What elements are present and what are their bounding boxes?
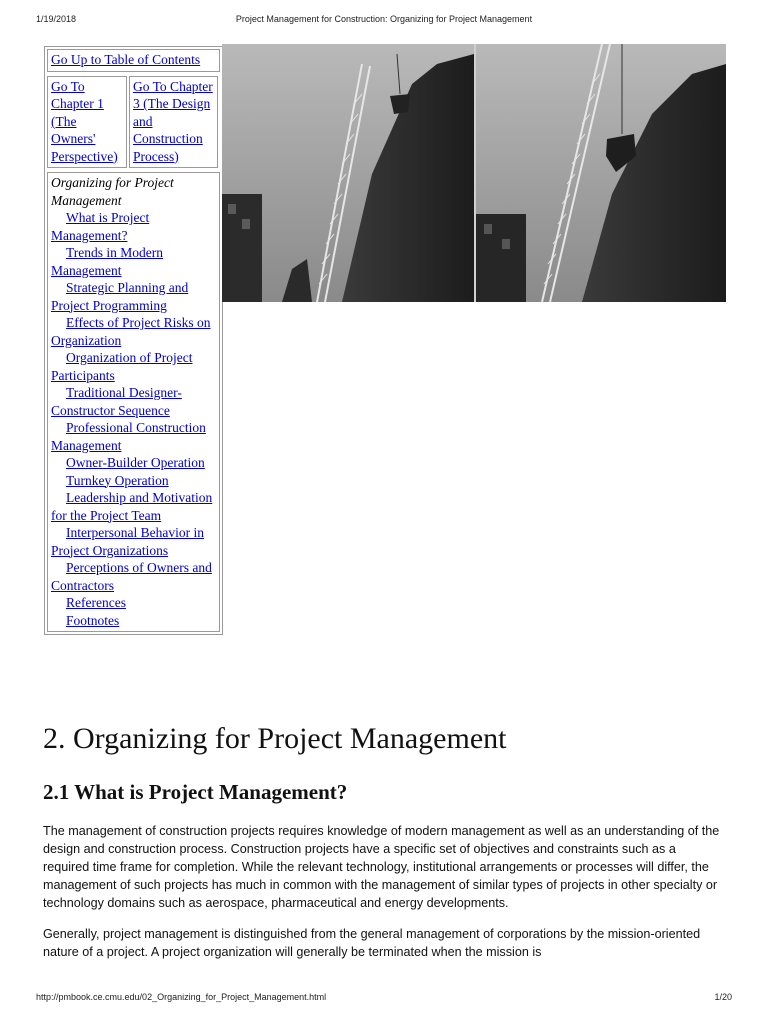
toc-link-perceptions[interactable]: Perceptions of Owners and Contractors xyxy=(51,560,212,593)
toc-item xyxy=(51,384,217,419)
toc-item xyxy=(51,472,217,490)
toc-item xyxy=(51,279,217,314)
print-date: 1/19/2018 xyxy=(36,14,77,24)
toc-item xyxy=(51,314,217,349)
chapter-3-link[interactable]: Go To Chapter 3 (The Design and Construction Process) xyxy=(133,78,213,164)
print-page-number: 1/20 xyxy=(714,992,732,1002)
toc-link-what-is-pm[interactable]: What is Project Management? xyxy=(51,210,150,243)
toc-link-strategic-planning[interactable]: Strategic Planning and Project Programming xyxy=(51,280,189,313)
section-title: Organizing for Project Management xyxy=(51,175,174,208)
toc-link-owner-builder[interactable]: Owner-Builder Operation xyxy=(66,455,205,470)
toc-link-project-risks[interactable]: Effects of Project Risks on Organization xyxy=(51,315,211,348)
print-header xyxy=(36,14,732,28)
next-chapter-cell xyxy=(129,76,218,169)
chapter-navigation-table xyxy=(44,46,223,635)
print-footer xyxy=(36,992,732,1006)
toc-link-professional-cm[interactable]: Professional Construction Management xyxy=(51,420,206,453)
toc-link-interpersonal[interactable]: Interpersonal Behavior in Project Organizations xyxy=(51,525,204,558)
toc-link-participants[interactable]: Organization of Project Participants xyxy=(51,350,193,383)
article-body xyxy=(43,822,723,974)
previous-chapter-cell xyxy=(47,76,127,169)
section-list-cell xyxy=(47,172,220,632)
toc-cell xyxy=(47,49,220,72)
toc-item xyxy=(51,612,217,630)
toc-item xyxy=(51,419,217,454)
toc-item xyxy=(51,524,217,559)
section-heading: 2.1 What is Project Management? xyxy=(43,780,348,804)
toc-item xyxy=(51,349,217,384)
chapter-links-row xyxy=(45,74,222,171)
page-heading: 2. Organizing for Project Management xyxy=(43,722,507,755)
print-title: Project Management for Construction: Organizing for Project Management xyxy=(235,14,533,24)
toc-link-designer-constructor[interactable]: Traditional Designer-Constructor Sequence xyxy=(51,385,182,418)
toc-link-trends[interactable]: Trends in Modern Management xyxy=(51,245,164,278)
paragraph: The management of construction projects requires knowledge of modern management as well as an understanding of the design and construction process. Construction projects have a specific set of objectives and constraints such as a required time frame for completion. While the relevant technology, institutional arrangements or processes will differ, the management of such projects has much in common with the management of similar types of projects in other specialty or technology domains such as aerospace, pharmaceutical and energy developments. xyxy=(43,824,720,910)
construction-crane-photo xyxy=(222,44,726,302)
print-url: http://pmbook.ce.cmu.edu/02_Organizing_for_Project_Management.html xyxy=(36,992,327,1002)
toc-item xyxy=(51,454,217,472)
toc-link-turnkey[interactable]: Turnkey Operation xyxy=(66,472,169,488)
toc-item xyxy=(51,594,217,612)
toc-item xyxy=(51,209,217,244)
toc-item xyxy=(51,489,217,524)
chapter-1-link[interactable]: Go To Chapter 1 (The Owners' Perspective) xyxy=(51,78,118,164)
toc-item xyxy=(51,244,217,279)
paragraph: Generally, project management is distinguished from the general management of corporations by the mission-oriented nature of a project. A project organization will generally be terminated when the mission is xyxy=(43,927,701,959)
photo-illustration xyxy=(222,44,726,302)
toc-item xyxy=(51,559,217,594)
toc-link-references[interactable]: References xyxy=(66,595,126,610)
table-of-contents-link[interactable]: Go Up to Table of Contents xyxy=(51,52,201,67)
toc-link-leadership[interactable]: Leadership and Motivation for the Project Team xyxy=(51,490,213,523)
toc-link-footnotes[interactable]: Footnotes xyxy=(66,612,120,628)
